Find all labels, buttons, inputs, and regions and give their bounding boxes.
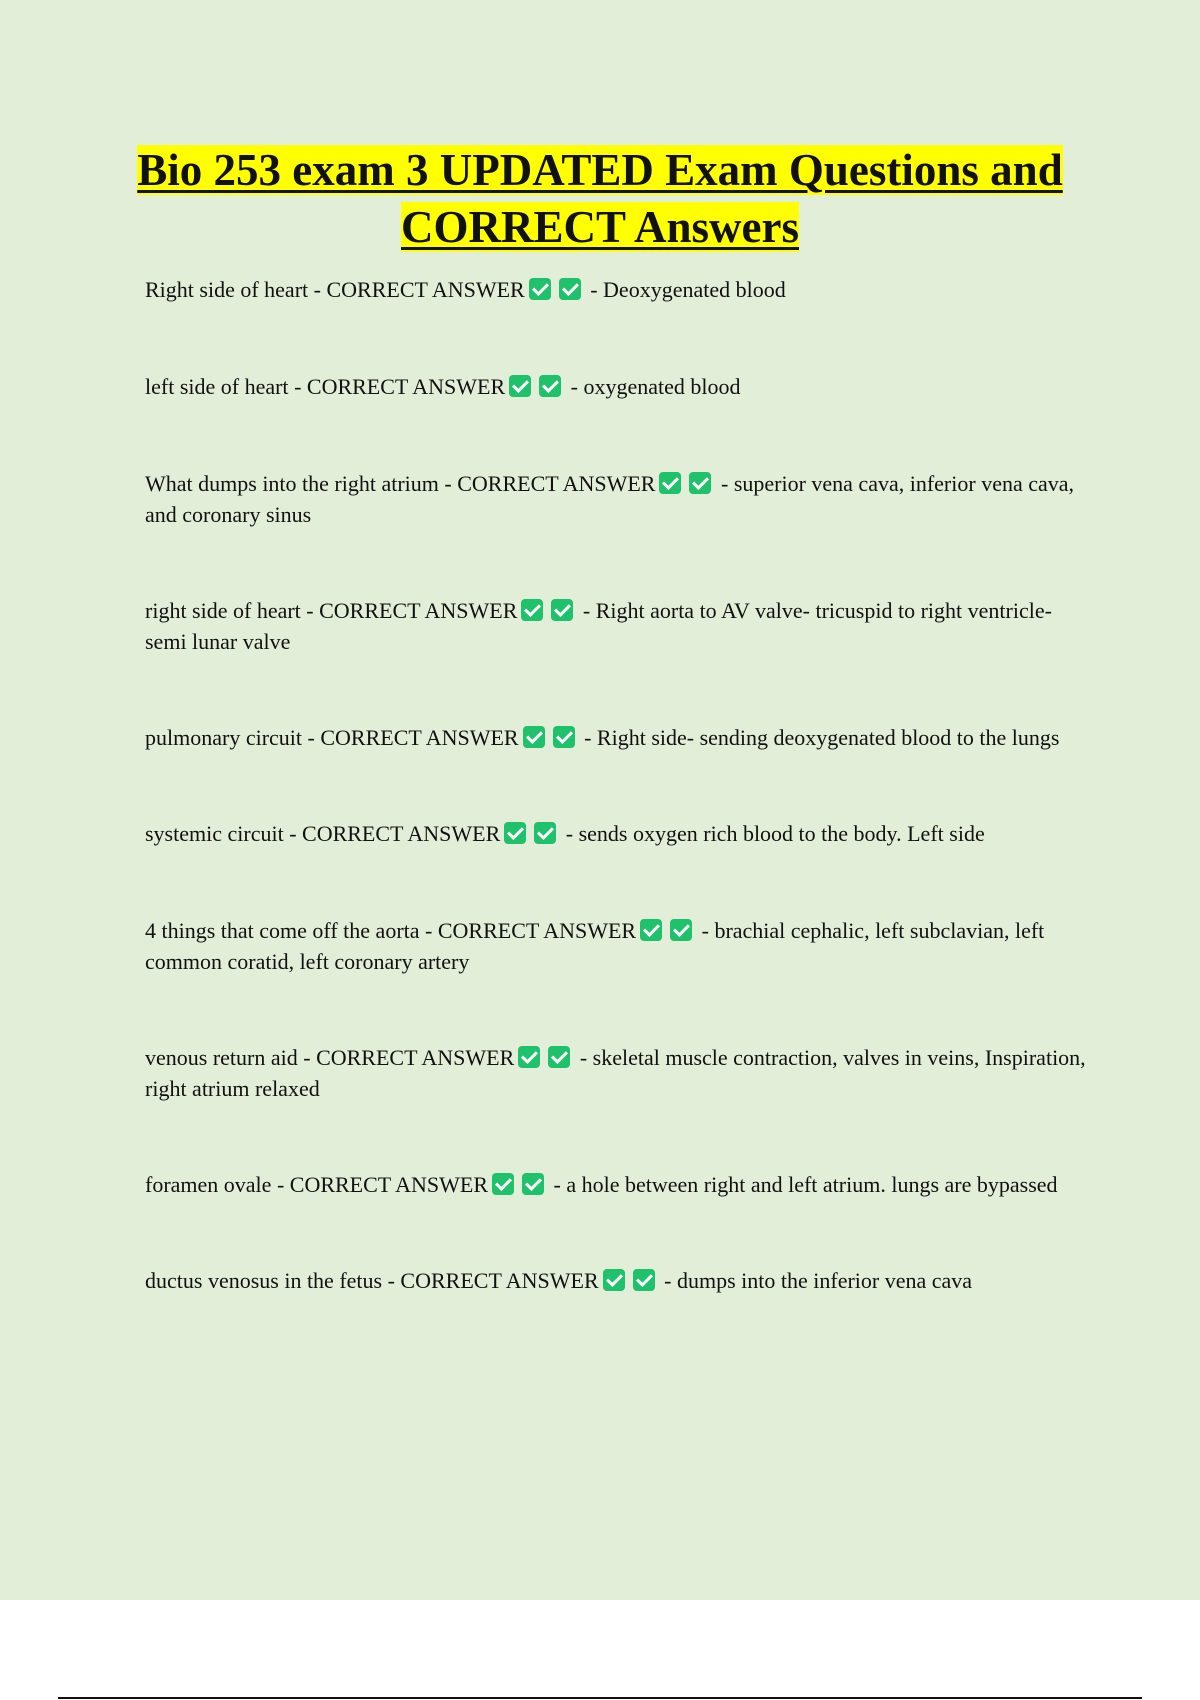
answer-text: Deoxygenated blood	[603, 277, 786, 302]
question-text: right side of heart	[145, 598, 301, 623]
question-text: foramen ovale	[145, 1172, 272, 1197]
question-text: venous return aid	[145, 1045, 298, 1070]
question-text: Right side of heart	[145, 277, 309, 302]
qa-item	[145, 915, 1090, 977]
footer-rule	[58, 1697, 1142, 1699]
answer-label: CORRECT ANSWER	[326, 277, 525, 302]
separator: -	[658, 1268, 677, 1293]
answer-text: Right side- sending deoxygenated blood to the lungs	[596, 725, 1060, 750]
qa-item	[145, 371, 1090, 402]
separator: -	[548, 1172, 567, 1197]
separator: -	[574, 1045, 593, 1070]
check-icon	[539, 375, 561, 397]
separator: -	[584, 277, 604, 302]
answer-text: Right aorta to AV valve- tricuspid to right ventricle- semi lunar valve	[145, 598, 1052, 654]
separator: -	[297, 1045, 317, 1070]
separator: -	[565, 374, 584, 399]
separator: -	[438, 471, 458, 496]
separator: -	[696, 918, 715, 943]
answer-label: CORRECT ANSWER	[457, 471, 656, 496]
separator: -	[577, 598, 596, 623]
qa-item	[145, 274, 1090, 305]
check-icon	[534, 822, 556, 844]
qa-item	[145, 468, 1090, 530]
check-icon	[492, 1173, 514, 1195]
qa-item	[145, 722, 1090, 753]
qa-item	[145, 818, 1090, 849]
check-icon	[518, 1046, 540, 1068]
check-icon	[551, 599, 573, 621]
check-icon	[670, 919, 692, 941]
check-icon	[529, 278, 551, 300]
check-icon	[523, 726, 545, 748]
check-icon	[689, 472, 711, 494]
question-text: What dumps into the right atrium	[145, 471, 439, 496]
check-icon	[522, 1173, 544, 1195]
question-text: ductus venosus in the fetus	[145, 1268, 383, 1293]
page-title	[100, 142, 1100, 256]
answer-text: superior vena cava, inferior vena cava, and coronary sinus	[145, 471, 1075, 527]
separator: -	[560, 821, 579, 846]
question-text: 4 things that come off the aorta	[145, 918, 420, 943]
check-icon	[509, 375, 531, 397]
answer-text: dumps into the inferior vena cava	[677, 1268, 973, 1293]
answer-label: CORRECT ANSWER	[319, 598, 518, 623]
page-title-text: Bio 253 exam 3 UPDATED Exam Questions and CORRECT Answers	[137, 145, 1063, 252]
check-icon	[659, 472, 681, 494]
answer-label: CORRECT ANSWER	[437, 918, 637, 943]
check-icon	[640, 919, 662, 941]
answer-text: brachial cephalic, left subclavian, left common coratid, left coronary artery	[145, 918, 1045, 974]
answer-label: CORRECT ANSWER	[302, 821, 501, 846]
answer-label: CORRECT ANSWER	[320, 725, 519, 750]
qa-item	[145, 1169, 1090, 1200]
separator: -	[382, 1268, 401, 1293]
separator: -	[308, 277, 327, 302]
check-icon	[548, 1046, 570, 1068]
check-icon	[633, 1269, 655, 1291]
separator: -	[419, 918, 438, 943]
answer-text: sends oxygen rich blood to the body. Left side	[578, 821, 985, 846]
answer-label: CORRECT ANSWER	[289, 1172, 489, 1197]
check-icon	[553, 726, 575, 748]
qa-list	[145, 274, 1090, 1362]
separator: -	[715, 471, 734, 496]
check-icon	[504, 822, 526, 844]
answer-text: a hole between right and left atrium. lungs are bypassed	[566, 1172, 1058, 1197]
check-icon	[603, 1269, 625, 1291]
question-text: left side of heart	[145, 374, 289, 399]
answer-label: CORRECT ANSWER	[316, 1045, 515, 1070]
qa-item	[145, 1265, 1090, 1296]
separator: -	[288, 374, 307, 399]
answer-label: CORRECT ANSWER	[306, 374, 506, 399]
separator: -	[283, 821, 303, 846]
separator: -	[302, 725, 321, 750]
check-icon	[521, 599, 543, 621]
answer-text: oxygenated blood	[583, 374, 741, 399]
qa-item	[145, 595, 1090, 657]
answer-text: skeletal muscle contraction, valves in veins, Inspiration, right atrium relaxed	[145, 1045, 1086, 1101]
question-text: pulmonary circuit	[145, 725, 303, 750]
qa-item	[145, 1042, 1090, 1104]
question-text: systemic circuit	[145, 821, 284, 846]
separator: -	[271, 1172, 290, 1197]
separator: -	[300, 598, 320, 623]
check-icon	[559, 278, 581, 300]
separator: -	[578, 725, 597, 750]
answer-label: CORRECT ANSWER	[400, 1268, 599, 1293]
